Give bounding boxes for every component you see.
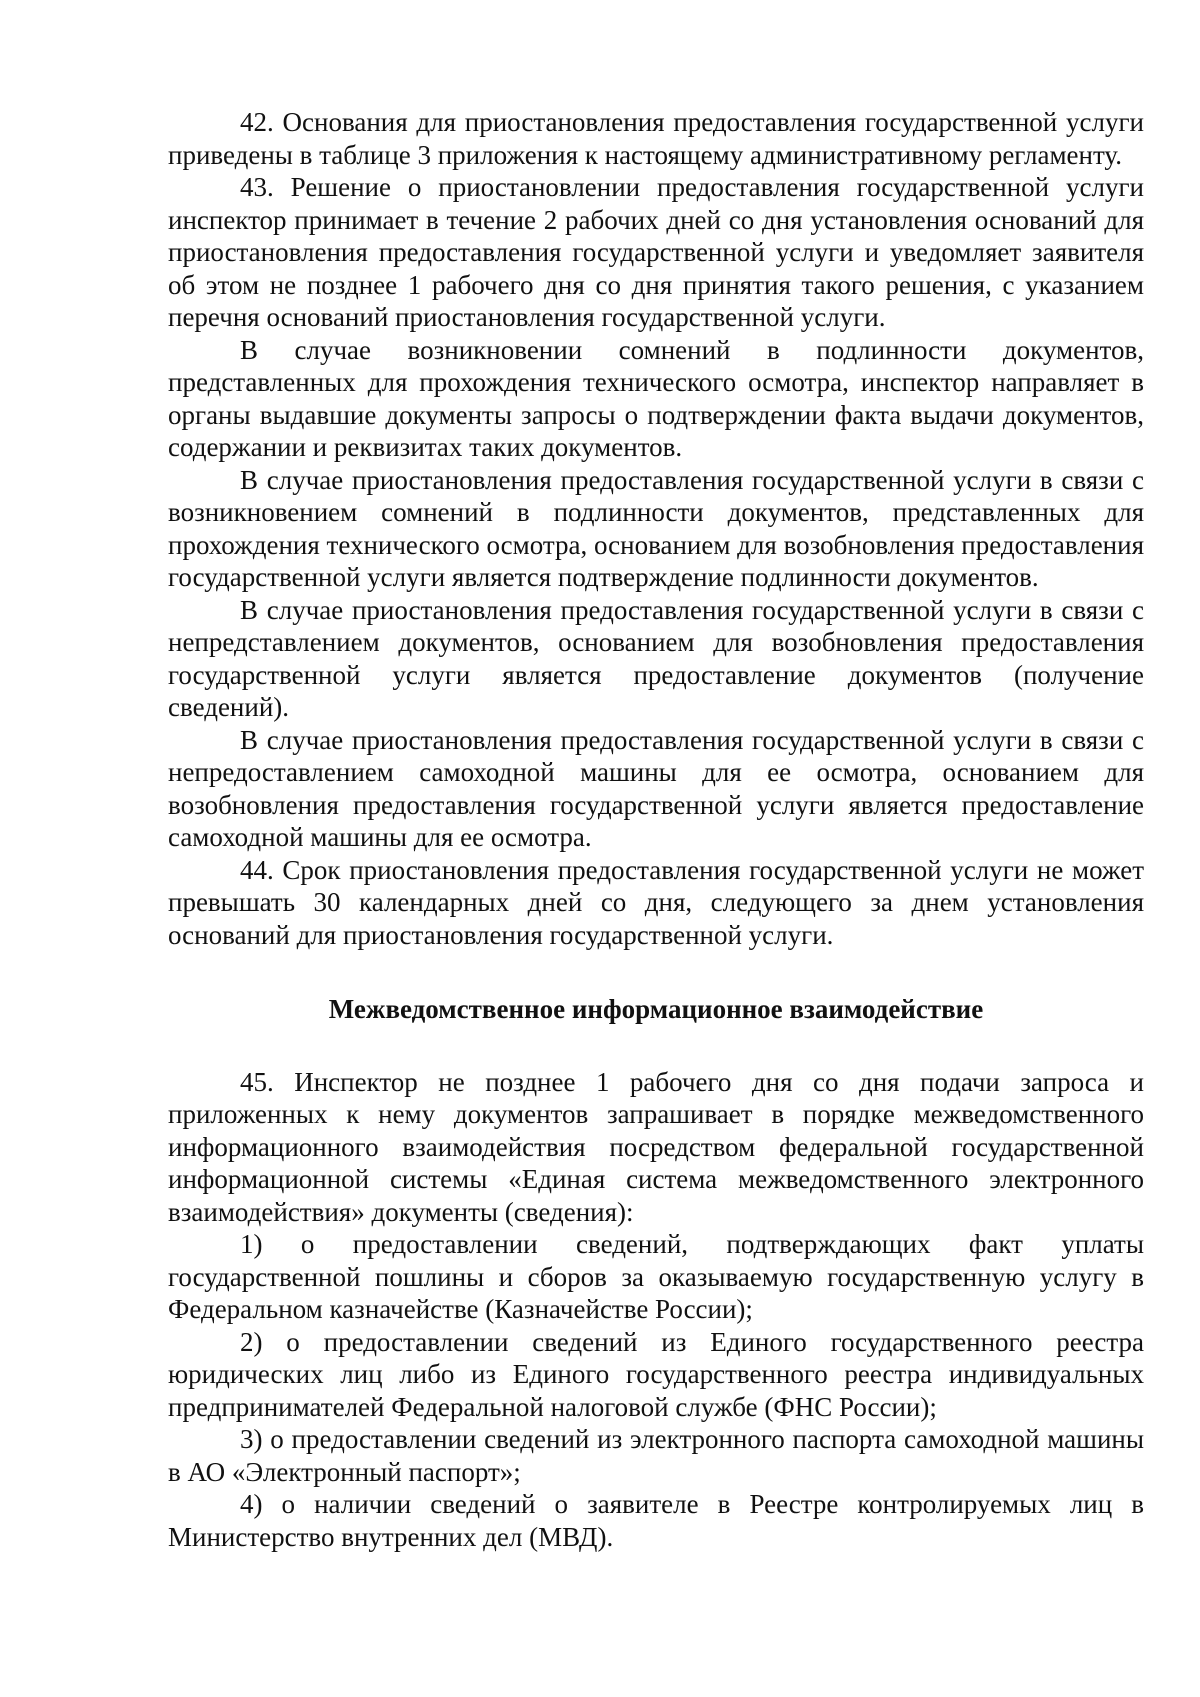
paragraph-43-suspension-documents: В случае приостановления предоставления государственной услуги в связи с непредставлением документов, основанием для возобновления предоставления государственной услуги является предоставление документов (получение сведений).: [168, 594, 1144, 722]
paragraph-43-suspension-doubts: В случае приостановления предоставления государственной услуги в связи с возникновением сомнений в подлинности документов, представленных для прохождения технического осмотра, основанием для возобновления предоставления государственной услуги является подтверждение подлинности документов.: [168, 464, 1144, 592]
list-item-2: 2) о предоставлении сведений из Единого государственного реестра юридических лиц либо из Единого государственного реестра индивидуальных предпринимателей Федеральной налоговой службе (ФНС России);: [168, 1326, 1144, 1422]
document-page: [168, 106, 1144, 1553]
paragraph-43: 43. Решение о приостановлении предоставления государственной услуги инспектор принимает в течение 2 рабочих дней со дня установления оснований для приостановления предоставления государственной услуги и уведомляет заявителя об этом не позднее 1 рабочего дня со дня принятия такого решения, с указанием перечня оснований приостановления государственной услуги.: [168, 172, 1144, 332]
paragraph-45: 45. Инспектор не позднее 1 рабочего дня со дня подачи запроса и приложенных к нему документов запрашивает в порядке межведомственного информационного взаимодействия посредством федеральной государственной информационной системы «Единая система межведомственного электронного взаимодействия» документы (сведения):: [168, 1066, 1144, 1227]
paragraph-43-suspension-machine: В случае приостановления предоставления государственной услуги в связи с непредоставлением самоходной машины для ее осмотра, основанием для возобновления предоставления государственной услуги является предоставление самоходной машины для ее осмотра.: [168, 724, 1144, 852]
list-item-4: 4) о наличии сведений о заявителе в Реестре контролируемых лиц в Министерство внутренних дел (МВД).: [168, 1489, 1144, 1552]
section-heading: Межведомственное информационное взаимодействие: [328, 994, 984, 1024]
list-item-3: 3) о предоставлении сведений из электронного паспорта самоходной машины в АО «Электронный паспорт»;: [168, 1424, 1144, 1487]
paragraph-44: 44. Срок приостановления предоставления государственной услуги не может превышать 30 календарных дней со дня, следующего за днем установления оснований для приостановления государственной услуги.: [168, 854, 1144, 950]
paragraph-42: 42. Основания для приостановления предоставления государственной услуги приведены в таблице 3 приложения к настоящему административному регламенту.: [168, 107, 1144, 170]
paragraph-43-doubts: В случае возникновении сомнений в подлинности документов, представленных для прохождения технического осмотра, инспектор направляет в органы выдавшие документы запросы о подтверждении факта выдачи документов, содержании и реквизитах таких документов.: [168, 334, 1144, 462]
list-item-1: 1) о предоставлении сведений, подтверждающих факт уплаты государственной пошлины и сборов за оказываемую государственную услугу в Федеральном казначействе (Казначействе России);: [168, 1229, 1144, 1324]
